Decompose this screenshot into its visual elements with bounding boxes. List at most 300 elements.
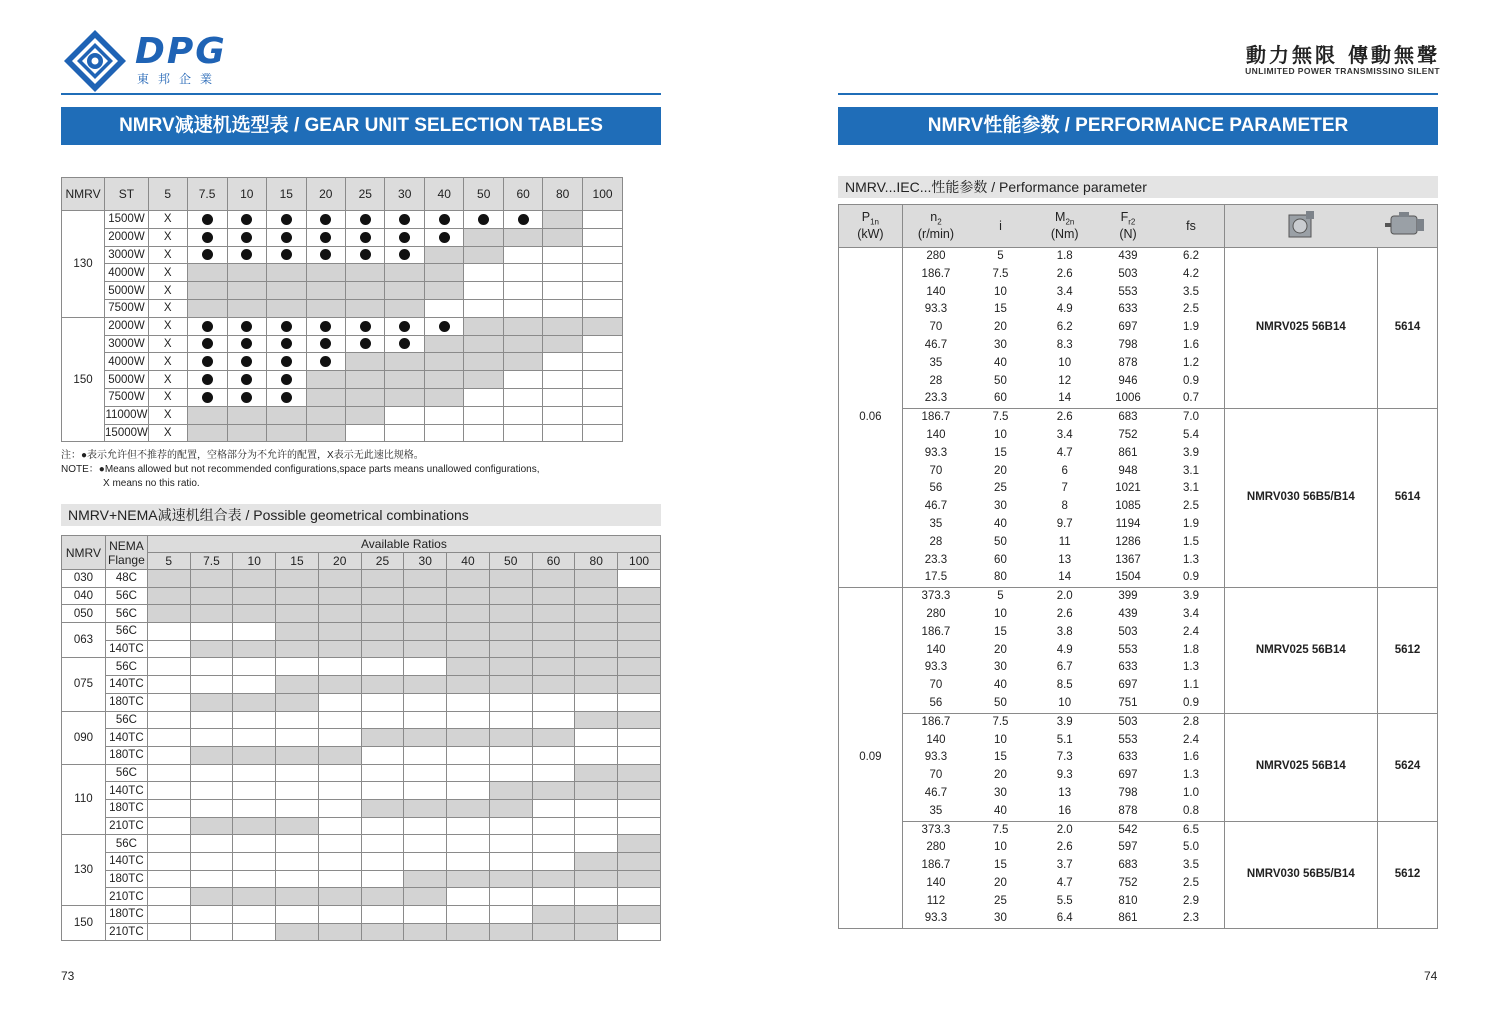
force-cell: 751 (1098, 695, 1159, 713)
ratio-cell-10 (227, 335, 266, 353)
ratio-cell-10 (233, 853, 276, 871)
ratio-cell-80 (575, 570, 618, 588)
header-row (62, 536, 661, 553)
ratio-cell-15 (276, 711, 319, 729)
table-row (62, 282, 661, 300)
ratio-cell-80 (575, 587, 618, 605)
force-cell: 553 (1118, 733, 1138, 746)
ratio-cell: 10 (994, 607, 1007, 620)
ratio-cell-15 (267, 335, 306, 353)
ratio-cell-20 (318, 729, 361, 747)
flange-cell: 180TC (105, 799, 147, 817)
ratio-cell-100 (582, 371, 622, 389)
ratio-cell: 50 (969, 695, 1032, 713)
ratio-cell-40 (447, 640, 490, 658)
ratio-cell-15 (267, 388, 306, 406)
ratio-cell: 10 (994, 428, 1007, 441)
flange-cell: 210TC (105, 817, 147, 835)
ratio-cell-50 (464, 406, 503, 424)
force-cell: 633 (1118, 661, 1138, 674)
ratio-cell-20 (318, 570, 361, 588)
st-cell: 4000W (105, 264, 149, 282)
force-cell: 597 (1118, 841, 1138, 854)
dot-icon (241, 321, 252, 332)
dot-icon (202, 338, 213, 349)
ratio-cell-7.5 (190, 888, 233, 906)
header-row (839, 205, 1438, 248)
table-row (62, 888, 661, 906)
ratio-cell-30 (404, 853, 447, 871)
table-row (62, 228, 661, 246)
dot-icon (281, 232, 292, 243)
ratio-cell-5 (147, 746, 190, 764)
ratio-cell: 7.5 (992, 411, 1009, 424)
force-cell: 542 (1118, 823, 1138, 836)
ratio-cell-15 (276, 923, 319, 941)
ratio-cell-40 (447, 711, 490, 729)
ratio-cell-15 (267, 264, 306, 282)
ratio-cell: 5 (997, 590, 1004, 603)
header-force-symbol: F (1120, 209, 1129, 224)
ratio-cell-20 (318, 888, 361, 906)
dot-icon (241, 214, 252, 225)
ratio-cell-25 (361, 782, 404, 800)
ratio-cell-10 (233, 729, 276, 747)
st-cell: 3000W (105, 335, 149, 353)
speed-cell: 93.3 (924, 661, 948, 674)
ratio-cell-15 (276, 605, 319, 623)
ratio-cell: 10 (994, 285, 1007, 298)
st-cell: 1500W (105, 211, 149, 229)
table-row (839, 713, 1438, 731)
force-cell: 697 (1118, 679, 1138, 692)
ratio-header-40: 40 (424, 178, 463, 211)
ratio-cell-25 (346, 264, 385, 282)
ratio-cell-20 (318, 870, 361, 888)
ratio-cell-15 (267, 282, 306, 300)
ratio-header-5: 5 (148, 178, 187, 211)
model-cell: 040 (62, 587, 106, 605)
ratio-cell-15 (276, 570, 319, 588)
ratio-cell-40 (447, 782, 490, 800)
ratio-cell-10 (227, 388, 266, 406)
ratio-cell-50 (489, 570, 532, 588)
ratio-cell-30 (385, 388, 424, 406)
flange-cell: 56C (105, 623, 147, 641)
motor-cell: 5614 (1378, 248, 1438, 409)
ratio-cell-40 (424, 211, 463, 229)
torque-cell: 2.0 (1056, 590, 1073, 603)
ratio-cell-40 (424, 317, 463, 335)
ratio-cell-10 (227, 424, 266, 442)
torque-cell: 10 (1058, 356, 1072, 369)
ratio-cell: 10 (994, 841, 1007, 854)
force-cell: 553 (1118, 285, 1138, 298)
ratio-cell-7.5 (190, 693, 233, 711)
speed-cell: 186.7 (921, 411, 951, 424)
ratio-cell-5 (147, 835, 190, 853)
ratio-cell-25 (346, 228, 385, 246)
ratio-cell-80 (575, 623, 618, 641)
ratio-cell-60 (532, 782, 575, 800)
force-cell: 752 (1118, 876, 1138, 889)
ratio-cell-80 (575, 640, 618, 658)
table-row (62, 388, 661, 406)
ratio-cell-80 (575, 676, 618, 694)
ratio-cell: 20 (994, 643, 1007, 656)
ratio-cell-30 (404, 587, 447, 605)
speed-cell: 28 (929, 374, 943, 387)
speed-cell: 56 (929, 482, 943, 495)
dot-icon (281, 392, 292, 403)
force-cell: 798 (1118, 786, 1138, 799)
ratio-cell-30 (404, 835, 447, 853)
ratio-cell-25 (361, 640, 404, 658)
ratio-cell-80 (575, 923, 618, 941)
slogan-cn: 動力無限 傳動無聲 (1246, 43, 1440, 67)
ratio-cell-20 (318, 640, 361, 658)
ratio-cell-10 (227, 264, 266, 282)
fs-cell: 3.5 (1183, 285, 1199, 298)
ratio-header-20: 20 (306, 178, 345, 211)
fs-cell: 6.2 (1183, 250, 1199, 262)
ratio-cell-40 (424, 371, 463, 389)
torque-cell: 4.9 (1056, 303, 1073, 316)
ratio-cell-30 (385, 264, 424, 282)
worm-gearbox-icon (1286, 209, 1316, 241)
fs-cell: 4.2 (1183, 267, 1199, 280)
ratio-cell-30 (404, 906, 447, 924)
speed-cell: 112 (926, 894, 946, 907)
ratio-cell-10 (233, 923, 276, 941)
force-cell: 861 (1118, 446, 1138, 459)
fs-cell: 1.3 (1183, 769, 1199, 782)
ratio-cell-50 (489, 605, 532, 623)
ratio-cell-10 (233, 888, 276, 906)
ratio-cell-100 (618, 835, 661, 853)
ratio-cell-25 (346, 299, 385, 317)
ratio-cell-7.5 (187, 388, 227, 406)
table-row (839, 588, 1438, 606)
ratio-cell-100 (582, 388, 622, 406)
table-row (62, 906, 661, 924)
flange-cell: 56C (105, 835, 147, 853)
ratio-cell-80 (575, 782, 618, 800)
ratio-cell-60 (532, 640, 575, 658)
speed-cell: 280 (926, 841, 946, 854)
flange-cell: 140TC (105, 782, 147, 800)
speed-cell: 186.7 (921, 625, 951, 638)
ratio-cell-30 (404, 640, 447, 658)
ratio-cell-10 (227, 282, 266, 300)
ratio-cell-60 (532, 835, 575, 853)
torque-cell: 8.3 (1056, 338, 1073, 351)
force-cell: 633 (1118, 751, 1138, 764)
ratio-cell-15 (276, 853, 319, 871)
ratio-header-60: 60 (532, 553, 575, 570)
header-nema: NEMA Flange (105, 536, 147, 570)
ratio-cell-7.5 (190, 676, 233, 694)
ratio-header-80: 80 (543, 178, 582, 211)
fs-cell: 3.1 (1183, 464, 1199, 477)
ratio-cell-15 (276, 658, 319, 676)
ratio-cell-25 (361, 729, 404, 747)
dot-icon (518, 214, 529, 225)
ratio-cell-25 (346, 317, 385, 335)
note-en-1: NOTE：●Means allowed but not recommended configurations,space parts means unallowed configurations, (61, 464, 540, 475)
table-row (62, 764, 661, 782)
dot-icon (281, 321, 292, 332)
ratio-cell-30 (385, 424, 424, 442)
force-cell: 1367 (1115, 553, 1141, 566)
table-row (62, 299, 661, 317)
ratio-cell-25 (361, 853, 404, 871)
ratio-cell-100 (618, 729, 661, 747)
torque-cell: 6.7 (1056, 661, 1073, 674)
ratio-cell-50 (489, 623, 532, 641)
dot-icon (281, 249, 292, 260)
ratio-cell-20 (318, 906, 361, 924)
force-cell: 1504 (1098, 569, 1159, 587)
ratio-cell-40 (447, 923, 490, 941)
ratio-cell-30 (404, 799, 447, 817)
ratio-cell-30 (404, 711, 447, 729)
dot-icon (320, 338, 331, 349)
ratio-cell-100 (618, 605, 661, 623)
ratio-cell-5 (147, 764, 190, 782)
torque-cell: 3.4 (1056, 428, 1073, 441)
ratio-cell-40 (447, 835, 490, 853)
dot-icon (320, 214, 331, 225)
ratio-cell: 50 (994, 535, 1007, 548)
torque-cell: 6 (1061, 464, 1068, 477)
ratio-cell-60 (532, 870, 575, 888)
fs-cell: 1.3 (1183, 661, 1199, 674)
torque-cell: 7.3 (1056, 751, 1073, 764)
dot-icon (399, 249, 410, 260)
ratio-cell-15 (276, 906, 319, 924)
ratio-cell-20 (318, 676, 361, 694)
ratio-cell-100 (618, 888, 661, 906)
table-row (62, 746, 661, 764)
ratio-cell-25 (346, 211, 385, 229)
dot-icon (320, 321, 331, 332)
ratio-cell-5: X (148, 388, 187, 406)
ratio-cell-7.5 (190, 799, 233, 817)
ratio-cell-25 (361, 746, 404, 764)
ratio-cell-80 (543, 299, 582, 317)
flange-cell: 140TC (105, 640, 147, 658)
fs-cell: 0.9 (1158, 569, 1224, 587)
ratio-cell-60 (532, 658, 575, 676)
ratio-cell: 30 (994, 500, 1007, 513)
ratio-cell-20 (318, 693, 361, 711)
fs-cell: 0.9 (1183, 374, 1199, 387)
speed-cell: 280 (926, 607, 946, 620)
ratio-cell: 40 (969, 803, 1032, 821)
speed-cell: 17.5 (902, 569, 969, 587)
motor-icon (1385, 211, 1429, 239)
header-force-subscript: r2 (1128, 217, 1136, 227)
fs-cell: 2.9 (1183, 894, 1199, 907)
ratio-cell-100 (582, 228, 622, 246)
ratio-cell-60 (503, 424, 542, 442)
dot-icon (320, 356, 331, 367)
ratio-cell-20 (306, 317, 345, 335)
ratio-cell-7.5 (190, 870, 233, 888)
slogan (1245, 44, 1440, 76)
torque-cell: 12 (1058, 374, 1072, 387)
torque-cell: 5.5 (1056, 894, 1073, 907)
st-cell: 5000W (105, 282, 149, 300)
ratio-cell-10 (233, 640, 276, 658)
ratio-cell-30 (385, 353, 424, 371)
ratio-cell-50 (489, 799, 532, 817)
ratio-cell-50 (489, 587, 532, 605)
ratio-header-30: 30 (385, 178, 424, 211)
ratio-cell-40 (447, 799, 490, 817)
ratio-cell-10 (233, 605, 276, 623)
st-cell: 3000W (105, 246, 149, 264)
dot-icon (281, 214, 292, 225)
ratio-cell-80 (543, 211, 582, 229)
dot-icon (241, 374, 252, 385)
ratio-cell-50 (464, 317, 503, 335)
ratio-header-50: 50 (489, 553, 532, 570)
ratio-cell-7.5 (190, 764, 233, 782)
table-row (62, 782, 661, 800)
speed-cell: 373.3 (921, 590, 951, 603)
ratio-cell-80 (543, 317, 582, 335)
ratio-cell-7.5 (190, 923, 233, 941)
ratio-cell-25 (361, 623, 404, 641)
ratio-cell: 7.5 (992, 715, 1009, 728)
model-cell: 110 (62, 764, 106, 835)
table-row (62, 640, 661, 658)
header-row (62, 178, 661, 211)
motor-cell: 5614 (1378, 409, 1438, 588)
ratio-cell-25 (361, 658, 404, 676)
ratio-header-40: 40 (447, 553, 490, 570)
ratio-cell-100 (618, 587, 661, 605)
dot-icon (281, 338, 292, 349)
ratio-cell-40 (447, 764, 490, 782)
ratio-cell-30 (385, 406, 424, 424)
model-cell: 030 (62, 570, 106, 588)
ratio-cell-60 (503, 388, 542, 406)
ratio-cell-15 (276, 764, 319, 782)
ratio-cell: 15 (994, 303, 1007, 316)
ratio-cell-60 (532, 888, 575, 906)
table-note (61, 449, 661, 491)
st-cell: 7500W (105, 299, 149, 317)
ratio-cell-40 (447, 817, 490, 835)
model-cell: 150 (62, 906, 106, 941)
torque-cell: 16 (1032, 803, 1098, 821)
ratio-cell: 25 (994, 894, 1007, 907)
ratio-cell-5 (147, 676, 190, 694)
model-cell: 130 (62, 835, 106, 906)
table-row (62, 353, 661, 371)
dot-icon (281, 374, 292, 385)
header-available-ratios: Available Ratios (147, 536, 660, 553)
header-power-unit: (kW) (857, 227, 884, 242)
st-cell: 15000W (105, 424, 149, 442)
header-motor-image (1378, 205, 1438, 248)
fs-cell: 2.4 (1183, 625, 1199, 638)
ratio-cell-15 (276, 746, 319, 764)
ratio-cell-5 (147, 799, 190, 817)
ratio-cell-25 (346, 335, 385, 353)
fs-cell: 1.3 (1183, 553, 1199, 566)
ratio-cell-100 (582, 424, 622, 442)
ratio-cell-20 (306, 371, 345, 389)
ratio-cell: 20 (994, 321, 1007, 334)
ratio-cell-25 (361, 906, 404, 924)
ratio-cell-80 (543, 228, 582, 246)
ratio-cell-5 (147, 693, 190, 711)
ratio-cell-10 (227, 299, 266, 317)
flange-cell: 56C (105, 711, 147, 729)
ratio-cell-5 (147, 853, 190, 871)
ratio-cell-5: X (148, 353, 187, 371)
ratio-cell-50 (464, 264, 503, 282)
gear-model-cell: NMRV025 56B14 (1224, 588, 1377, 714)
flange-cell: 210TC (105, 923, 147, 941)
speed-cell: 23.3 (902, 390, 969, 408)
fs-cell: 3.4 (1183, 607, 1199, 620)
ratio-cell-5: X (148, 299, 187, 317)
force-cell: 798 (1118, 338, 1138, 351)
ratio-cell-5: X (148, 246, 187, 264)
ratio-cell-60 (503, 371, 542, 389)
ratio-cell-80 (543, 424, 582, 442)
flange-cell: 56C (105, 658, 147, 676)
banner-right: NMRV性能参数 / PERFORMANCE PARAMETER (838, 107, 1438, 145)
ratio-cell-25 (346, 371, 385, 389)
ratio-cell-7.5 (187, 299, 227, 317)
header-torque-subscript: 2n (1065, 217, 1075, 227)
ratio-cell-50 (489, 853, 532, 871)
ratio-cell-40 (424, 282, 463, 300)
ratio-cell-20 (318, 764, 361, 782)
ratio-cell-7.5 (190, 906, 233, 924)
ratio-cell: 60 (994, 553, 1007, 566)
ratio-cell-60 (503, 282, 542, 300)
dot-icon (202, 232, 213, 243)
ratio-header-25: 25 (361, 553, 404, 570)
performance-table (838, 204, 1438, 929)
ratio-cell-10 (233, 835, 276, 853)
ratio-cell-10 (233, 623, 276, 641)
ratio-cell-100 (618, 640, 661, 658)
ratio-cell-50 (489, 711, 532, 729)
ratio-cell-50 (464, 424, 503, 442)
ratio-cell-60 (503, 335, 542, 353)
ratio-cell-100 (618, 853, 661, 871)
model-cell: 130 (62, 211, 105, 318)
ratio-cell-20 (306, 353, 345, 371)
table-row (62, 623, 661, 641)
ratio-cell-80 (543, 353, 582, 371)
ratio-cell-10 (233, 658, 276, 676)
force-cell: 752 (1118, 428, 1138, 441)
ratio-cell-25 (361, 888, 404, 906)
ratio-cell-80 (575, 888, 618, 906)
ratio-cell-60 (532, 623, 575, 641)
motor-cell: 5612 (1378, 588, 1438, 714)
ratio-cell-20 (306, 299, 345, 317)
